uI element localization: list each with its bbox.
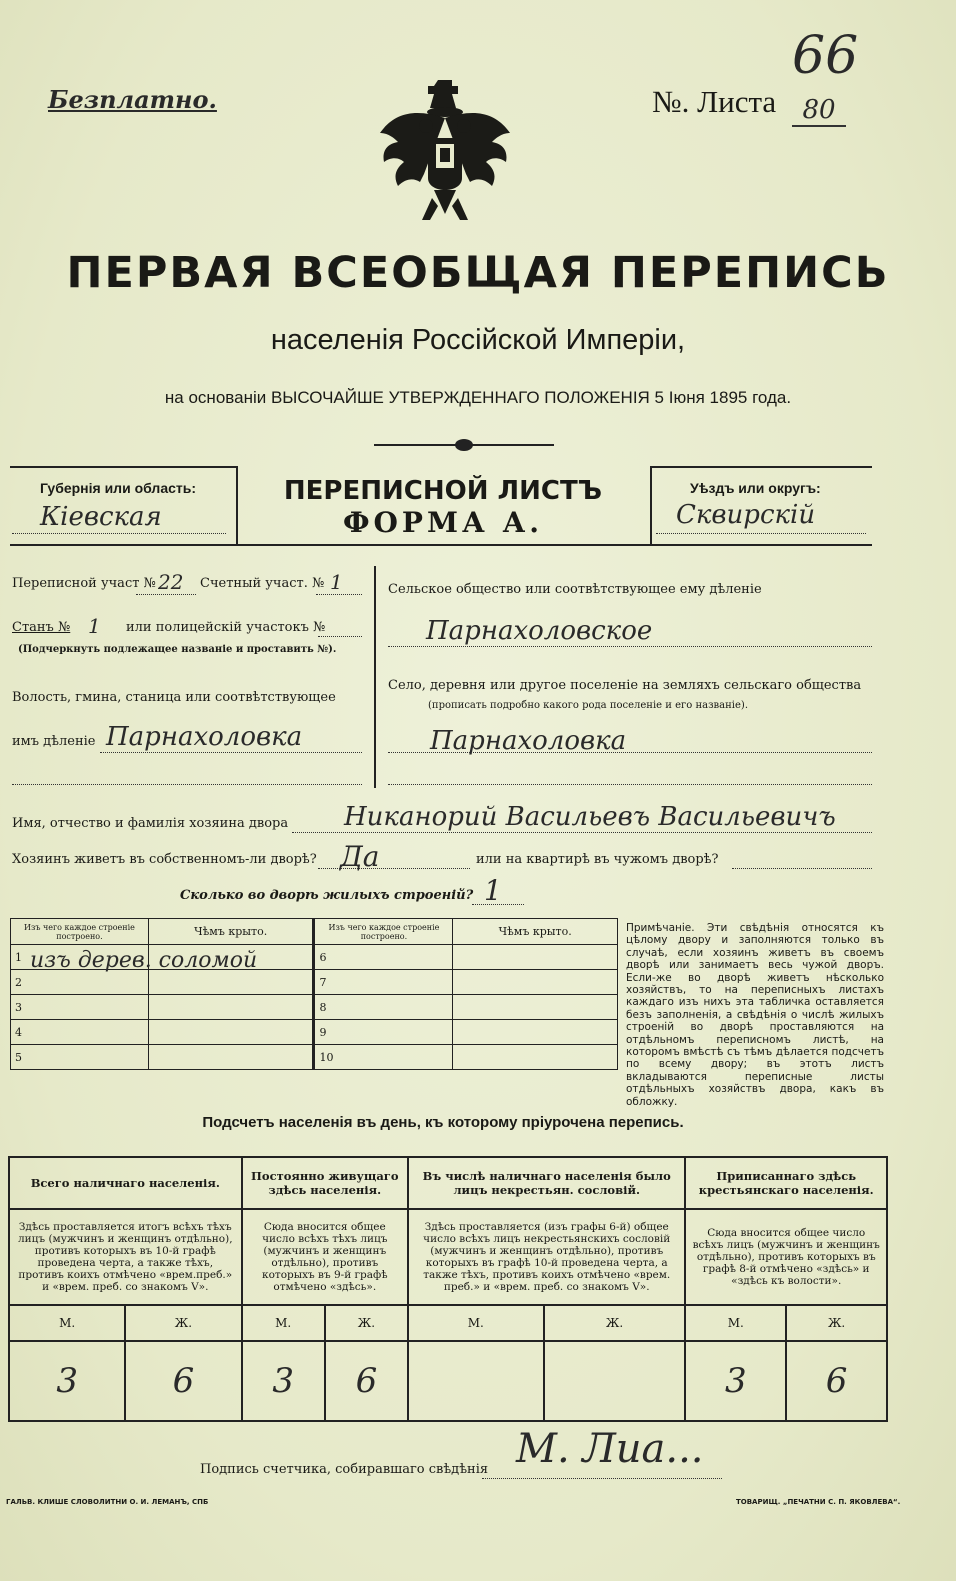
counting-district-label: Счетный участ. № [200, 576, 325, 591]
col-material-header: Изъ чего каждое строеніе построено. [11, 919, 149, 945]
police-label: или полицейскій участокъ № [126, 620, 326, 635]
male-header: М. [242, 1305, 325, 1341]
col-roof-header: Чѣмъ крыто. [148, 919, 314, 945]
census-district-value: 22 [158, 570, 184, 594]
owner-lives-value: Да [340, 840, 380, 873]
population-col-desc-2: Сюда вносится общее число всѣхъ тѣхъ лицъ (мужчинъ и женщинъ отдѣльно), противъ которыхъ въ 9-й графѣ отмѣчено «здѣсь». [242, 1209, 408, 1305]
population-col-desc-3: Здѣсь проставляется (изъ графы 6-й) общее число всѣхъ лицъ некрестьянскихъ сословій (мужчинъ и женщинъ отдѣльно), противъ которыхъ въ графѣ 10-й проведена черта, а также тѣхъ, противъ коихъ отмѣчено «врем. преб.» и «врем. преб. со знакомъ V». [408, 1209, 685, 1305]
village-label: Село, деревня или другое поселеніе на земляхъ сельскаго общества [388, 678, 862, 693]
female-header: Ж. [786, 1305, 887, 1341]
row-number: 1 [11, 945, 149, 970]
society-value: Парнахоловское [426, 616, 653, 646]
female-header: Ж. [125, 1305, 241, 1341]
buildings-table [10, 918, 618, 1070]
stan-note: (Подчеркнуть подлежащее названіе и проставить №). [18, 644, 337, 655]
district-value: Сквирскій [676, 500, 816, 530]
row-number: 10 [314, 1045, 453, 1070]
apartment-label: или на квартирѣ въ чужомъ дворѣ? [476, 852, 719, 867]
census-district-label: Переписной участ № [12, 576, 156, 591]
nonpeasant-female-count [544, 1341, 686, 1421]
buildings-count-value: 1 [484, 874, 502, 907]
present-female-count: 6 [125, 1341, 241, 1421]
row-number: 2 [11, 970, 149, 995]
volost-label: Волость, гмина, станица или соотвѣтствующее [12, 690, 336, 705]
row-number: 3 [11, 995, 149, 1020]
population-col-desc-1: Здѣсь проставляется итогъ всѣхъ тѣхъ лицъ (мужчинъ и женщинъ отдѣльно), противъ которыхъ въ 10-й графѣ проведена черта, а также тѣхъ, противъ коихъ отмѣчено «врем.преб.» и «врем. преб. со знакомъ V». [9, 1209, 242, 1305]
table-row [11, 1020, 618, 1045]
population-col-desc-4: Сюда вносится общее число всѣхъ лицъ (мужчинъ и женщинъ отдѣльно), противъ которыхъ въ графѣ 8-й отмѣчено «здѣсь» и «здѣсь къ волости». [685, 1209, 887, 1305]
row-number: 5 [11, 1045, 149, 1070]
owner-name-value: Никанорий Васильевъ Васильевичъ [344, 802, 836, 832]
stan-value: 1 [88, 614, 101, 638]
peasant-male-count: 3 [685, 1341, 786, 1421]
population-table [8, 1156, 888, 1422]
note-text: Примѣчаніе. Эти свѣдѣнія относятся къ цѣлому двору и заполняются только въ случаѣ, если хозяинъ живетъ въ своемъ дворѣ или занимаетъ весь чужой дворъ. Если-же во дворѣ живетъ нѣсколько хозяйствъ, то на переписныхъ листахъ каждаго изъ нихъ эта табличка оставляется безъ заполненія, а свѣдѣнія о числѣ жилыхъ строеній во дворѣ проставляются на отдѣльномъ переписномъ листѣ, на которомъ вмѣстѣ съ тѣмъ дѣлается подсчетъ по всему двору; въ этотъ листъ вкладываются переписные листы отдѣльныхъ хозяйствъ двора, какъ въ обложку. [626, 922, 884, 1108]
male-header: М. [408, 1305, 544, 1341]
col-material-header-2: Изъ чего каждое строеніе построено. [314, 919, 453, 945]
decree-line: на основаніи ВЫСОЧАЙШЕ УТВЕРЖДЕННАГО ПОЛОЖЕНІЯ 5 Іюня 1895 года. [164, 388, 792, 407]
counting-district-value: 1 [330, 570, 343, 594]
form-title: ПЕРЕПИСНОЙ ЛИСТЪ [283, 476, 603, 506]
female-header: Ж. [325, 1305, 408, 1341]
male-header: М. [9, 1305, 125, 1341]
population-col-title-4: Приписаннаго здѣсь крестьянскаго населенія. [685, 1157, 887, 1209]
population-col-title-2: Постоянно живущаго здѣсь населенія. [242, 1157, 408, 1209]
row-number: 8 [314, 995, 453, 1020]
population-col-title-3: Въ числѣ наличнаго населенія было лицъ некрестьян. сословій. [408, 1157, 685, 1209]
permanent-female-count: 6 [325, 1341, 408, 1421]
signature-value: М. Лиа... [516, 1426, 704, 1472]
owner-name-label: Имя, отчество и фамилія хозяина двора [12, 816, 289, 831]
row-number: 6 [314, 945, 453, 970]
signature-label: Подпись счетчика, собиравшаго свѣдѣнія [200, 1462, 489, 1477]
province-value: Кіевская [40, 502, 162, 532]
page-title: ПЕРВАЯ ВСЕОБЩАЯ ПЕРЕПИСЬ [66, 248, 890, 298]
district-label: Уѣздъ или округъ: [690, 480, 821, 496]
col-roof-header-2: Чѣмъ крыто. [453, 919, 618, 945]
stan-label: Станъ № [12, 620, 71, 635]
double-headed-eagle-emblem [374, 78, 516, 228]
permanent-male-count: 3 [242, 1341, 325, 1421]
volost-label-2: имъ дѣленіе [12, 734, 96, 749]
row-number: 9 [314, 1020, 453, 1045]
owner-lives-label: Хозяинъ живетъ въ собственномъ-ли дворѣ? [12, 852, 317, 867]
archive-number: 66 [792, 26, 859, 86]
sheet-label: №. Листа [652, 84, 777, 119]
province-label: Губернія или область: [40, 480, 197, 496]
population-col-title-1: Всего наличнаго населенія. [9, 1157, 242, 1209]
free-label: Безплатно. [48, 85, 217, 114]
female-header: Ж. [544, 1305, 686, 1341]
row-number: 4 [11, 1020, 149, 1045]
form-name: ФОРМА А. [342, 506, 544, 539]
sheet-number: 80 [792, 95, 846, 127]
footer-right: ТОВАРИЩ. „ПЕЧАТНИ С. П. ЯКОВЛЕВА“. [736, 1498, 901, 1506]
present-male-count: 3 [9, 1341, 125, 1421]
footer-left: ГАЛЬВ. КЛИШЕ СЛОВОЛИТНИ О. И. ЛЕМАНЪ, СПБ [6, 1498, 209, 1506]
row-number: 7 [314, 970, 453, 995]
row1-material-value: изъ дерев. соломой [30, 948, 258, 973]
volost-value: Парнахоловка [106, 722, 303, 752]
ornament-center [455, 439, 473, 451]
table-row [11, 995, 618, 1020]
peasant-female-count: 6 [786, 1341, 887, 1421]
page-subtitle: населенія Россійской Имперіи, [270, 324, 686, 356]
society-label: Сельское общество или соотвѣтствующее ему дѣленіе [388, 582, 762, 597]
nonpeasant-male-count [408, 1341, 544, 1421]
population-heading: Подсчетъ населенія въ день, къ которому пріурочена перепись. [202, 1114, 684, 1131]
buildings-count-label: Сколько во дворѣ жилыхъ строеній? [180, 888, 474, 903]
table-row [11, 1045, 618, 1070]
village-note: (прописать подробно какого рода поселеніе и его названіе). [428, 700, 748, 711]
male-header: М. [685, 1305, 786, 1341]
village-value: Парнахоловка [430, 726, 627, 756]
table-row [11, 970, 618, 995]
